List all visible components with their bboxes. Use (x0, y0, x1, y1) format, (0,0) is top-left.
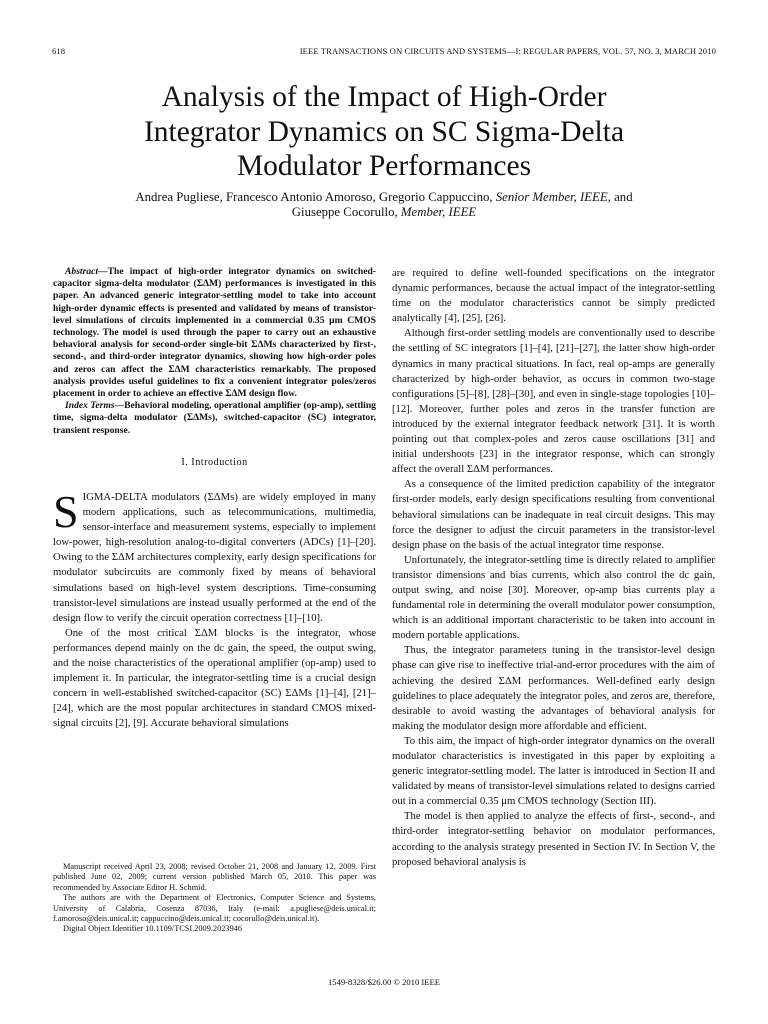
index-terms (53, 400, 376, 437)
copyright-footer: 1549-8328/$26.00 © 2010 IEEE (327, 977, 441, 987)
body-paragraph: To this aim, the impact of high-order integrator dynamics on the overall modulator characteristics is investigated in this paper by exploiting a generic integrator-settling model. The latter is introduced in Section II and validated by means of transistor-level simulations related to designs carried out in a commercial 0.35 μm CMOS technology (Section III). (392, 734, 715, 808)
page-number: 618 (52, 46, 66, 56)
intro-paragraph: One of the most critical ΣΔM blocks is the integrator, whose performances depend mainly on the dc gain, the speed, the output swing, and the noise characteristics of the operational amplifier (op-amp) used to implement it. In particular, the integrator-settling time is a crucial design concern in well-established switched-capacitor (SC) ΣΔMs [1]–[4], [21]–[24], which are the most popular architectures in standard CMOS mixed-signal circuits [2], [9]. Accurate behavioral simulations (53, 626, 376, 730)
intro-text: IGMA-DELTA modulators (ΣΔMs) are widely employed in many modern applications, such as telecommunications, multimedia, sensor-interface and measurement systems, especially to implement low-power, high-resolution analog-to-digital converters (ADCs) [1]–[20]. Owing to the ΣΔM architectures complexity, early design specifications for modulator subcircuits are commonly fixed by means of behavioral simulations based on high-level system descriptions. Time-consuming transistor-level simulations are instead usually performed at the end of the design flow to verify the circuit operation correctness [1]–[10]. (53, 490, 376, 624)
body-paragraph: Thus, the integrator parameters tuning in the transistor-level design phase can give rise to ineffective trial-and-error procedures with the aim of achieving the desired ΣΔM performances. Well-defined early design guidelines to place adequately the integrator poles, and zeros are, therefore, desirable to avoid wasting the advantages of behavioral analysis for making the modulator design more affordable and efficient. (392, 644, 715, 732)
body-paragraph: are required to define well-founded specifications on the integrator dynamic performances, because the actual impact of the integrator-settling time on the modulator characteristics cannot be simply predicted analytically [4], [25], [26]. (392, 267, 715, 325)
body-paragraph: Although first-order settling models are conventionally used to describe the settling of SC integrators [1]–[4], [21]–[27], the latter show high-order dynamics in many practical situations. In fact, real op-amps are generally characterized by high-order behavior, as occurs in common two-stage configurations [5]–[8], [28]–[30], and even in single-stage topologies [10]–[12]. Moreover, further poles and zeros in the transfer function are introduced by the external integrator feedback network [31]. It is worth pointing out that complex-poles and zeros cause oscillations [31] and initial undershoots [23] in the integrator response, which can strongly affect the overall ΣΔM performances. (392, 327, 715, 476)
abstract-label: Abstract— (65, 266, 108, 277)
left-column (53, 266, 376, 731)
index-terms-text: Behavioral modeling, operational amplifier (op-amp), settling time, sigma-delta modulator (ΣΔMs), switched-capacitor (SC) integrator, transient response. (53, 400, 376, 436)
author-line: Giuseppe Cocorullo, Member, IEEE (291, 205, 477, 219)
title-line: Integrator Dynamics on SC Sigma-Delta (143, 115, 625, 148)
intro-paragraph (53, 485, 376, 626)
journal-header: IEEE TRANSACTIONS ON CIRCUITS AND SYSTEMS—I: REGULAR PAPERS, VOL. 57, NO. 3, MARCH 2010 (299, 46, 716, 56)
index-terms-label: Index Terms— (65, 400, 125, 412)
footnote-doi: Digital Object Identifier 10.1109/TCSI.2009.2023946 (63, 924, 242, 934)
body-paragraph: Unfortunately, the integrator-settling time is directly related to amplifier transistor dimensions and bias currents, which also control the dc gain, output swing, and noise [30]. Moreover, op-amp bias currents play a fundamental role in determining the overall modulator power consumption, which is an additional important characteristic to be taken into account in modern portable applications. (392, 553, 715, 642)
paper-title (60, 80, 708, 184)
right-column (392, 266, 715, 870)
body-paragraph: The model is then applied to analyze the effects of first-, second-, and third-order integrator-settling behavior on modulator performances, according to the analysis strategy presented in Section IV. In Section V, the proposed behavioral analysis is (392, 810, 715, 868)
author-list (60, 190, 708, 220)
title-line: Analysis of the Impact of High-Order (161, 81, 607, 113)
author-line: Andrea Pugliese, Francesco Antonio Amoroso, Gregorio Cappuccino, Senior Member, IEEE, and (135, 190, 633, 204)
drop-cap: S (53, 485, 79, 537)
section-heading: I. Introduction (181, 456, 248, 468)
footnote (53, 862, 376, 935)
abstract-text: The impact of high-order integrator dynamics on switched-capacitor sigma-delta modulator (ΣΔM) performances is investigated in this paper. An advanced generic integrator-settling model to take into account high-order dynamic effects is presented and validated by means of transistor-level simulations of circuits implemented in a commercial 0.35 μm CMOS technology. The model is used through the paper to carry out an exhaustive behavioral analysis for second-order single-bit ΣΔMs characterized by first-, second-, and third-order integrator dynamics, showing how high-order poles and zeros can affect the ΣΔM characteristics remarkably. The proposed analysis provides useful guidelines to fix a convenient integrator poles/zeros placement in order to achieve an effective ΣΔM design flow. (53, 266, 376, 400)
body-paragraph: As a consequence of the limited prediction capability of the integrator first-order models, early design specifications resulting from conventional behavioral simulations can be inadequate in real circuit designs. This may force the designer to adjust the circuit parameters in the transistor-level design phase on the basis of the actual integrator time response. (392, 478, 715, 551)
running-header (52, 46, 716, 60)
title-line: Modulator Performances (236, 150, 532, 182)
abstract (53, 266, 376, 400)
footnote-affiliation: The authors are with the Department of Electronics, Computer Science and Systems, University of Calabria, Cosenza 87036, Italy (e-mail: a.pugliese@deis.unical.it; f.amoroso@deis.unical.it; cappuccino@deis.unical.it; cocorullo@deis.unical.it). (53, 893, 376, 924)
footnote-manuscript: Manuscript received April 23, 2008; revised October 21, 2008 and January 12, 2009. First published June 02, 2009; current version published March 05, 2010. This paper was recommended by Associate Editor H. Schmid. (53, 862, 376, 892)
